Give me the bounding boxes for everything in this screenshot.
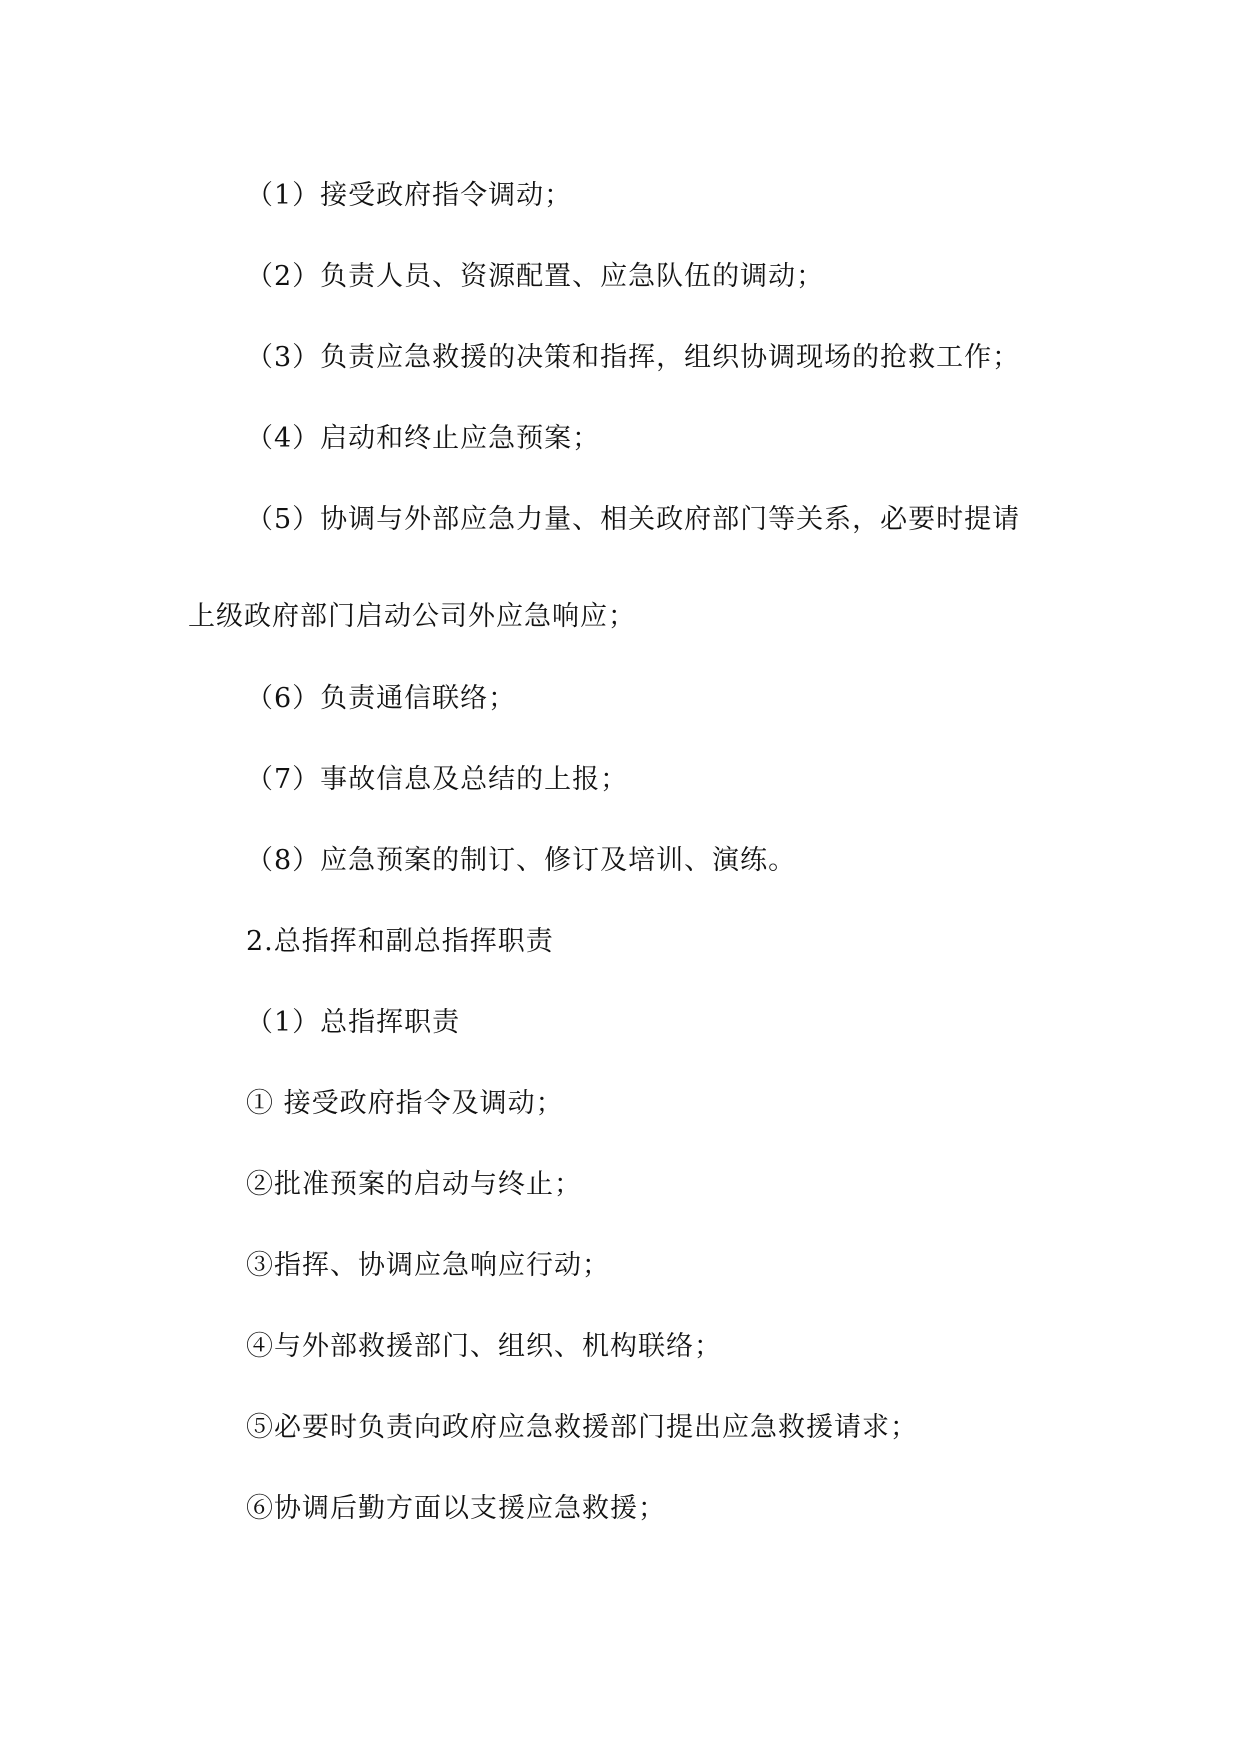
commander-duty-3: ③指挥、协调应急响应行动；: [246, 1250, 610, 1281]
duty-item-5: （5）协调与外部应急力量、相关政府部门等关系，必要时提请: [246, 504, 1021, 535]
duty-item-4: （4）启动和终止应急预案；: [246, 423, 601, 454]
commander-duty-1: ① 接受政府指令及调动；: [246, 1088, 564, 1119]
duty-item-5-continued: 上级政府部门启动公司外应急响应；: [188, 601, 636, 632]
duty-item-8: （8）应急预案的制订、修订及培训、演练。: [246, 845, 797, 876]
commander-duty-4: ④与外部救援部门、组织、机构联络；: [246, 1331, 722, 1362]
commander-duty-6: ⑥协调后勤方面以支援应急救援；: [246, 1493, 666, 1524]
duty-item-3: （3）负责应急救援的决策和指挥，组织协调现场的抢救工作；: [246, 342, 1021, 373]
duty-item-2: （2）负责人员、资源配置、应急队伍的调动；: [246, 261, 825, 292]
commander-duty-2: ②批准预案的启动与终止；: [246, 1169, 582, 1200]
subsection-heading-1: （1）总指挥职责: [246, 1007, 461, 1038]
commander-duty-5: ⑤必要时负责向政府应急救援部门提出应急救援请求；: [246, 1412, 918, 1443]
section-heading-2: 2.总指挥和副总指挥职责: [246, 926, 554, 957]
duty-item-1: （1）接受政府指令调动；: [246, 180, 573, 211]
duty-item-7: （7）事故信息及总结的上报；: [246, 764, 629, 795]
duty-item-6: （6）负责通信联络；: [246, 683, 517, 714]
